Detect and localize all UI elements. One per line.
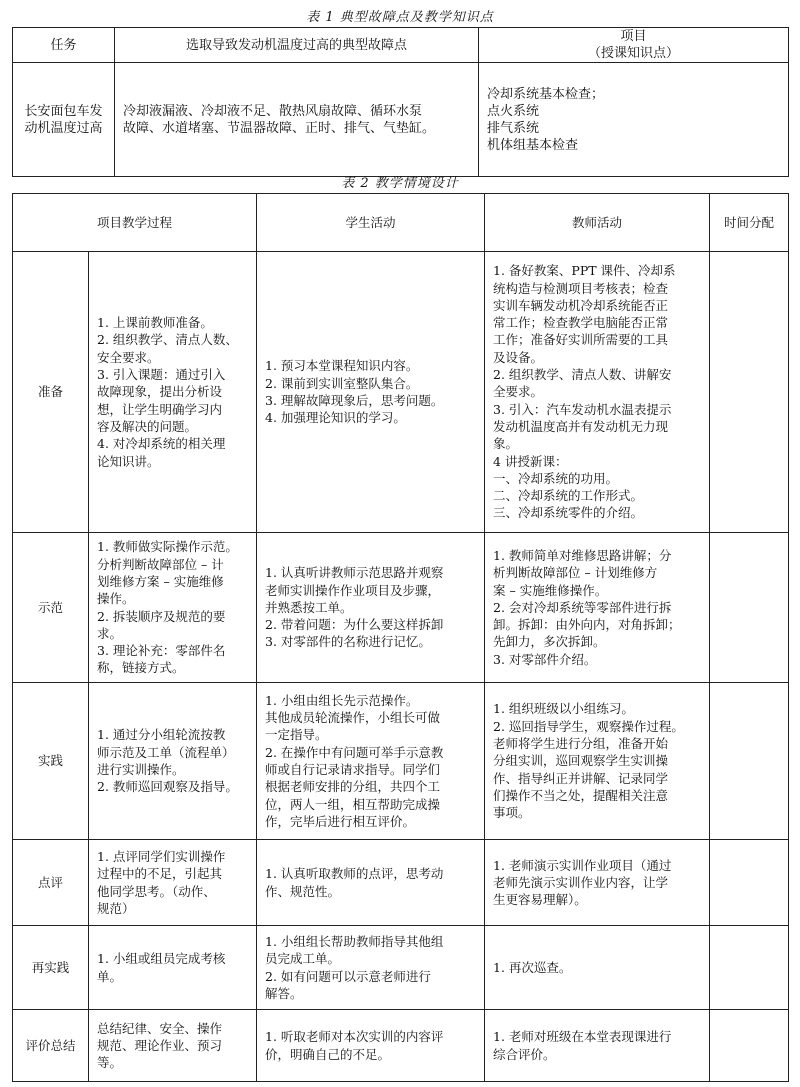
stage-cell: 点评 bbox=[13, 840, 89, 926]
text-line: 2. 组织教学、清点人数、 bbox=[97, 332, 238, 348]
process-cell bbox=[89, 1010, 257, 1082]
text-line: 1. 预习本堂课程知识内容。 bbox=[265, 358, 419, 374]
text-line: 综合评价。 bbox=[493, 1046, 556, 1062]
text-line: 2. 如有问题可以示意老师进行 bbox=[265, 968, 431, 984]
text-line: 师或自行记录请求指导。同学们 bbox=[265, 762, 441, 777]
teacher-cell bbox=[485, 683, 710, 840]
knowledge-cell bbox=[479, 63, 789, 177]
time-cell bbox=[710, 683, 789, 840]
text-line: 3. 对零部件介绍。 bbox=[493, 651, 597, 667]
text-line: 价，明确自己的不足。 bbox=[265, 1046, 391, 1062]
header-faults: 选取导致发动机温度过高的典型故障点 bbox=[115, 28, 479, 63]
stage-cell: 评价总结 bbox=[13, 1010, 89, 1082]
table-row bbox=[13, 252, 789, 533]
student-cell bbox=[257, 926, 485, 1010]
text-line: 二、冷却系统的工作形式。 bbox=[493, 488, 644, 504]
header-knowledge-line2: （授课知识点） bbox=[587, 46, 679, 61]
text-line: 象。 bbox=[493, 436, 519, 452]
teaching-design-table bbox=[12, 193, 789, 1082]
text-line: 们操作不当之处，提醒相关注意 bbox=[493, 787, 669, 803]
text-line: 作，完毕后进行相互评价。 bbox=[265, 813, 416, 829]
text-line: 故障现象，提出分析设 bbox=[97, 384, 223, 400]
text-line: 事项。 bbox=[493, 805, 531, 821]
teacher-cell bbox=[485, 1010, 710, 1082]
text-line: 总结纪律、安全、操作 bbox=[97, 1020, 223, 1036]
text-line: 2. 拆装顺序及规范的要 bbox=[97, 608, 226, 624]
time-cell bbox=[710, 533, 789, 683]
text-line: 老师先演示实训作业内容，让学 bbox=[493, 874, 669, 890]
text-line: 4. 对冷却系统的相关理 bbox=[97, 436, 226, 452]
text-line: 一、冷却系统的功用。 bbox=[493, 470, 619, 486]
text-line: 2. 组织教学、清点人数、讲解安 bbox=[493, 367, 672, 383]
text-line: 1. 再次巡查。 bbox=[493, 959, 572, 975]
text-line: 想，让学生明确学习内 bbox=[97, 401, 223, 417]
time-cell bbox=[710, 252, 789, 533]
table-row bbox=[13, 926, 789, 1010]
stage-cell: 实践 bbox=[13, 683, 89, 840]
text-line: 位，两人一组，相互帮助完成操 bbox=[265, 796, 441, 812]
text-line: 1. 小组组长帮助教师指导其他组 bbox=[265, 933, 444, 949]
text-line: 单。 bbox=[97, 968, 123, 984]
text-line: 统构造与检测项目考核表；检查 bbox=[493, 280, 669, 296]
table-row bbox=[13, 840, 789, 926]
student-cell bbox=[257, 1010, 485, 1082]
text-line: 等。 bbox=[97, 1055, 123, 1071]
text-line: 生更容易理解）。 bbox=[493, 892, 587, 908]
text-line: 3. 引入课题：通过引入 bbox=[97, 367, 226, 383]
text-line: 员完成工单。 bbox=[265, 951, 341, 967]
text-line: 1. 备好教案、PPT 课件、冷却系 bbox=[493, 263, 676, 279]
teacher-cell bbox=[485, 533, 710, 683]
text-line: 析判断故障部位 – 计划维修方 bbox=[493, 565, 658, 581]
text-line: 动机温度过高 bbox=[24, 120, 103, 136]
text-line: 过程中的不足，引起其 bbox=[97, 866, 223, 882]
text-line: 发动机温度高并有发动机无力现 bbox=[493, 418, 669, 434]
text-line: 一定指导。 bbox=[265, 727, 328, 743]
text-line: 划维修方案 – 实施维修 bbox=[97, 573, 224, 589]
text-line: 冷却液漏液、冷却液不足、散热风扇故障、循环水泵 bbox=[123, 103, 423, 119]
process-cell bbox=[89, 533, 257, 683]
header-task: 任务 bbox=[13, 28, 115, 63]
time-cell bbox=[710, 840, 789, 926]
text-line: 3. 引入：汽车发动机水温表提示 bbox=[493, 401, 672, 417]
text-line: 冷却系统基本检查； bbox=[487, 86, 605, 102]
text-line: 2. 带着问题：为什么要这样拆卸 bbox=[265, 617, 444, 633]
text-line: 4. 加强理论知识的学习。 bbox=[265, 410, 406, 426]
text-line: 点火系统 bbox=[487, 103, 540, 119]
header-process: 项目教学过程 bbox=[13, 194, 257, 252]
time-cell bbox=[710, 1010, 789, 1082]
student-cell bbox=[257, 683, 485, 840]
time-cell bbox=[710, 926, 789, 1010]
text-line: 及设备。 bbox=[493, 349, 544, 365]
text-line: 分析判断故障部位 – 计 bbox=[97, 556, 224, 572]
table-row bbox=[13, 683, 789, 840]
text-line: 规范） bbox=[97, 900, 135, 916]
text-line: 案 – 实施维修操作。 bbox=[493, 582, 608, 598]
stage-cell: 准备 bbox=[13, 252, 89, 533]
student-cell bbox=[257, 252, 485, 533]
text-line: 全要求。 bbox=[493, 384, 544, 400]
text-line: 其他成员轮流操作，小组长可做 bbox=[265, 710, 441, 726]
process-cell bbox=[89, 840, 257, 926]
text-line: 他同学思考。（动作、 bbox=[97, 883, 216, 899]
text-line: 4 讲授新课： bbox=[493, 453, 568, 469]
text-line: 老师将学生进行分组，准备开始 bbox=[493, 736, 669, 752]
table-row bbox=[13, 1010, 789, 1082]
text-line: 师示范及工单（流程单） bbox=[97, 744, 235, 760]
text-line: 1. 上课前教师准备。 bbox=[97, 315, 213, 331]
stage-cell: 示范 bbox=[13, 533, 89, 683]
teacher-cell bbox=[485, 926, 710, 1010]
text-line: 解答。 bbox=[265, 985, 303, 1001]
process-cell bbox=[89, 683, 257, 840]
faults-cell bbox=[115, 63, 479, 177]
text-line: 1. 小组或组员完成考核 bbox=[97, 951, 226, 967]
teacher-cell bbox=[485, 840, 710, 926]
text-line: 1. 老师演示实训作业项目（通过 bbox=[493, 857, 672, 873]
header-knowledge-line1: 项目 bbox=[620, 29, 647, 44]
header-time: 时间分配 bbox=[710, 194, 789, 252]
text-line: 2. 课前到实训室整队集合。 bbox=[265, 375, 419, 391]
text-line: 三、冷却系统零件的介绍。 bbox=[493, 505, 644, 521]
text-line: 作、指导纠正并讲解、记录同学 bbox=[493, 770, 669, 786]
text-line: 1. 组织班级以小组练习。 bbox=[493, 701, 634, 717]
process-cell bbox=[89, 252, 257, 533]
fault-knowledge-table bbox=[12, 27, 789, 177]
text-line: 2. 在操作中有问题可举手示意教 bbox=[265, 744, 444, 760]
text-line: 卸。拆卸：由外向内，对角拆卸； bbox=[493, 617, 681, 633]
text-line: 1. 教师做实际操作示范。 bbox=[97, 539, 238, 555]
text-line: 容及解决的问题。 bbox=[97, 418, 198, 434]
text-line: 2. 巡回指导学生，观察操作过程。 bbox=[493, 718, 684, 734]
header-teacher: 教师活动 bbox=[485, 194, 710, 252]
text-line: 2. 教师巡回观察及指导。 bbox=[97, 779, 238, 795]
text-line: 故障、水道堵塞、节温器故障、正时、排气、气垫缸。 bbox=[123, 120, 436, 136]
task-cell bbox=[13, 63, 115, 177]
teacher-cell bbox=[485, 252, 710, 533]
text-line: 1. 教师简单对维修思路讲解；分 bbox=[493, 547, 672, 563]
text-line: 求。 bbox=[97, 625, 123, 641]
text-line: 3. 理论补充：零部件名 bbox=[97, 643, 226, 659]
text-line: 1. 通过分小组轮流按教 bbox=[97, 727, 226, 743]
text-line: 称，链接方式。 bbox=[97, 660, 185, 676]
text-line: 长安面包车发 bbox=[24, 103, 103, 119]
student-cell bbox=[257, 533, 485, 683]
text-line: 规范、理论作业、预习 bbox=[97, 1037, 223, 1053]
process-cell bbox=[89, 926, 257, 1010]
text-line: 3. 对零部件的名称进行记忆。 bbox=[265, 634, 431, 650]
text-line: 操作。 bbox=[97, 591, 135, 607]
text-line: 1. 认真听讲教师示范思路并观察 bbox=[265, 565, 444, 581]
text-line: 实训车辆发动机冷却系统能否正 bbox=[493, 297, 669, 313]
text-line: 安全要求。 bbox=[97, 349, 160, 365]
text-line: 1. 小组由组长先示范操作。 bbox=[265, 692, 419, 708]
text-line: 1. 点评同学们实训操作 bbox=[97, 848, 226, 864]
text-line: 1. 认真听取教师的点评，思考动 bbox=[265, 866, 444, 882]
table2-caption: 表 2 教学情境设计 bbox=[341, 176, 459, 191]
text-line: 论知识讲。 bbox=[97, 453, 160, 469]
text-line: 常工作；检查教学电脑能否正常 bbox=[493, 315, 669, 331]
text-line: 先卸力，多次拆卸。 bbox=[493, 634, 606, 650]
text-line: 老师实训操作作业项目及步骤， bbox=[265, 582, 441, 598]
text-line: 根据老师安排的分组，共四个工 bbox=[265, 779, 441, 795]
table-row bbox=[13, 533, 789, 683]
text-line: 进行实训操作。 bbox=[97, 762, 185, 777]
text-line: 作、规范性。 bbox=[265, 883, 341, 899]
text-line: 1. 老师对班级在本堂表现课进行 bbox=[493, 1029, 672, 1045]
header-student: 学生活动 bbox=[257, 194, 485, 252]
text-line: 3. 理解故障现象后，思考问题。 bbox=[265, 393, 444, 408]
text-line: 工作；准备好实训所需要的工具 bbox=[493, 332, 669, 348]
table1-caption: 表 1 典型故障点及教学知识点 bbox=[306, 10, 494, 25]
stage-cell: 再实践 bbox=[13, 926, 89, 1010]
text-line: 并熟悉按工单。 bbox=[265, 599, 353, 615]
text-line: 机体组基本检查 bbox=[487, 137, 579, 153]
header-knowledge bbox=[479, 28, 789, 63]
text-line: 排气系统 bbox=[487, 120, 540, 136]
student-cell bbox=[257, 840, 485, 926]
text-line: 分组实训，巡回观察学生实训操 bbox=[493, 753, 669, 769]
text-line: 1. 听取老师对本次实训的内容评 bbox=[265, 1029, 444, 1045]
text-line: 2. 会对冷却系统等零部件进行拆 bbox=[493, 599, 672, 615]
